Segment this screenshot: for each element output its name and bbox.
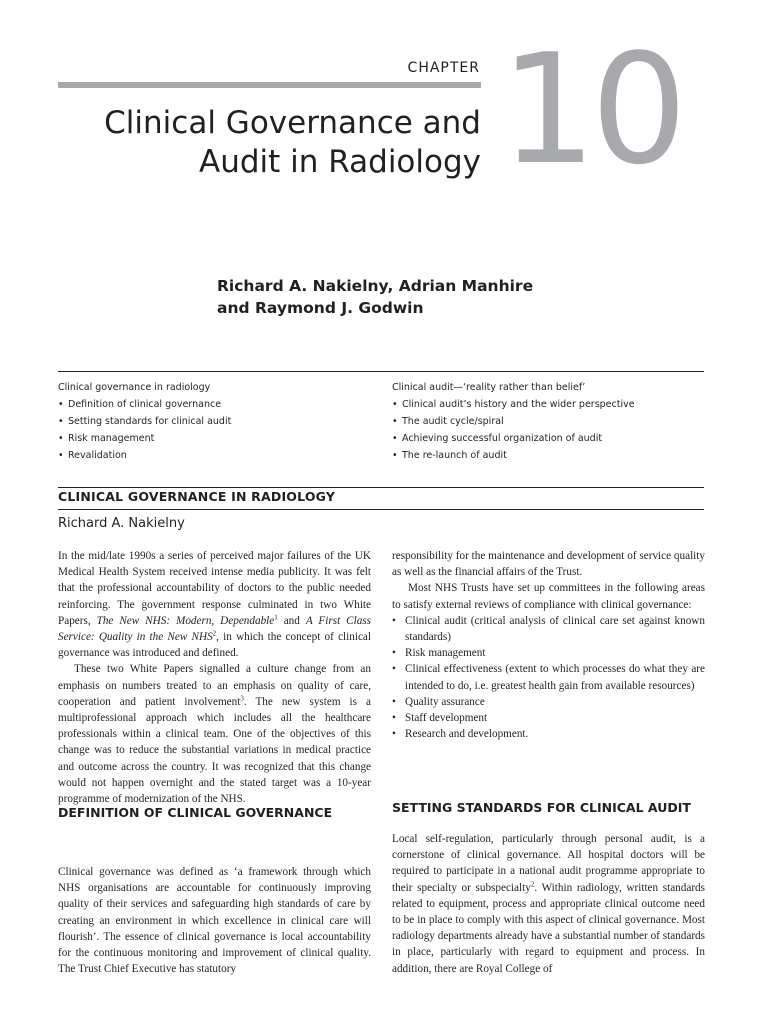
list-item: • Staff development [392, 710, 705, 726]
text-run-italic: A First Class Service: Quality in the New NHS [58, 614, 372, 644]
body-paragraph [58, 548, 371, 661]
text-run: . Within radiology, written standards related to equipment, process and appropriate clinical outcome need to be in place to comply with this aspect of clinical governance. Most radiology departments already have a substantial number of standards in place, particularly with regard to equipment and process. In addition, there are Royal College of [392, 881, 706, 975]
subsection-heading: DEFINITION OF CLINICAL GOVERNANCE [58, 805, 333, 820]
toc-left-column [58, 379, 358, 464]
text-run: In the mid/late 1990s a series of perceived major failures of the UK Medical Health System received intense media publicity. It was felt that the professional accountability of doctors to the public needed reinforcing. The government response culminated in two White Papers, [58, 550, 371, 627]
body-right-column [392, 548, 705, 742]
toc-item: • The re-launch of audit [392, 447, 704, 464]
list-item: • Research and development. [392, 726, 705, 742]
authors-line: and Raymond J. Godwin [217, 299, 424, 317]
toc-item: • Definition of clinical governance [58, 396, 358, 413]
text-run: and [277, 614, 306, 627]
toc-list [392, 396, 704, 464]
chapter-authors [217, 275, 533, 319]
citation: 3 [240, 694, 244, 703]
chapter-label: CHAPTER [407, 60, 480, 76]
body-paragraph: Most NHS Trusts have set up committees in the following areas to satisfy external reviews of compliance with clinical governance: [392, 582, 705, 611]
text-run: . The new system is a multiprofessional approach which includes all the healthcare professionals within a clinical team. One of the objectives of this change was to reduce the substantial variations in medical practice and outcome across the country. It was recognized that this change would not happen overnight and the stated target was a 10-year programme of modernization of the NHS. [58, 695, 371, 806]
toc-item: • Clinical audit’s history and the wider perspective [392, 396, 704, 413]
authors-line: Richard A. Nakielny, Adrian Manhire [217, 277, 534, 295]
citation: 2 [212, 629, 217, 638]
list-item: • Risk management [392, 645, 705, 661]
toc-item: • Risk management [58, 430, 358, 447]
toc-item: • Achieving successful organization of audit [392, 430, 704, 447]
toc-bottom-rule [58, 487, 704, 488]
chapter-number: 10 [500, 21, 682, 198]
body-paragraph: responsibility for the maintenance and development of service quality as well as the financial affairs of the Trust. [392, 550, 705, 579]
committee-list [392, 613, 705, 743]
citation: 1 [274, 613, 278, 622]
text-run: Local self-regulation, particularly through personal audit, is a cornerstone of clinical governance. All hospital doctors will be required to participate in a national audit programme appropriate to their specialty or subspecialty [392, 833, 705, 894]
chapter-title-line: Clinical Governance and [104, 105, 481, 141]
citation: 2 [530, 879, 535, 888]
section-rule [58, 509, 704, 510]
list-item: • Quality assurance [392, 694, 705, 710]
body-paragraph [58, 661, 371, 807]
toc-right-column [392, 379, 704, 464]
toc-item: • The audit cycle/spiral [392, 413, 704, 430]
toc-top-rule [58, 371, 704, 372]
text-run: These two White Papers signalled a culture change from an emphasis on numbers treated to an emphasis on quality of care, cooperation and patient involvement [58, 663, 371, 708]
chapter-title-line: Audit in Radiology [199, 144, 481, 180]
body-paragraph: Clinical governance was defined as ‘a framework through which NHS organisations are accountable for continuously improving quality of their services and safeguarding high standards of care by creating an environment in which excellence in clinical care will flourish’. The essence of clinical governance is local accountability for the continuous monitoring and improvement of clinical quality. The Trust Chief Executive has statutory [58, 866, 371, 976]
body-left-column [58, 548, 371, 807]
toc-item: • Setting standards for clinical audit [58, 413, 358, 430]
toc-item: • Revalidation [58, 447, 358, 464]
body-left-column-2 [58, 864, 371, 977]
chapter-title [58, 104, 481, 182]
toc-heading: Clinical governance in radiology [58, 382, 211, 393]
section-heading: CLINICAL GOVERNANCE IN RADIOLOGY [58, 489, 336, 504]
list-item: • Clinical effectiveness (extent to which processes do what they are intended to do, i.e. greatest health gain from available resources) [392, 661, 705, 693]
toc-heading: Clinical audit—‘reality rather than belief’ [392, 382, 586, 393]
text-run: , in which the concept of clinical governance was introduced and defined. [58, 631, 371, 660]
list-item: • Clinical audit (critical analysis of clinical care set against known standards) [392, 613, 705, 645]
body-paragraph [392, 831, 705, 977]
text-run-italic: The New NHS: Modern, Dependable [96, 614, 275, 627]
section-author: Richard A. Nakielny [58, 516, 185, 531]
body-right-column-2 [392, 831, 705, 977]
subsection-heading: SETTING STANDARDS FOR CLINICAL AUDIT [392, 800, 691, 815]
toc-list [58, 396, 358, 464]
chapter-rule [58, 82, 481, 88]
